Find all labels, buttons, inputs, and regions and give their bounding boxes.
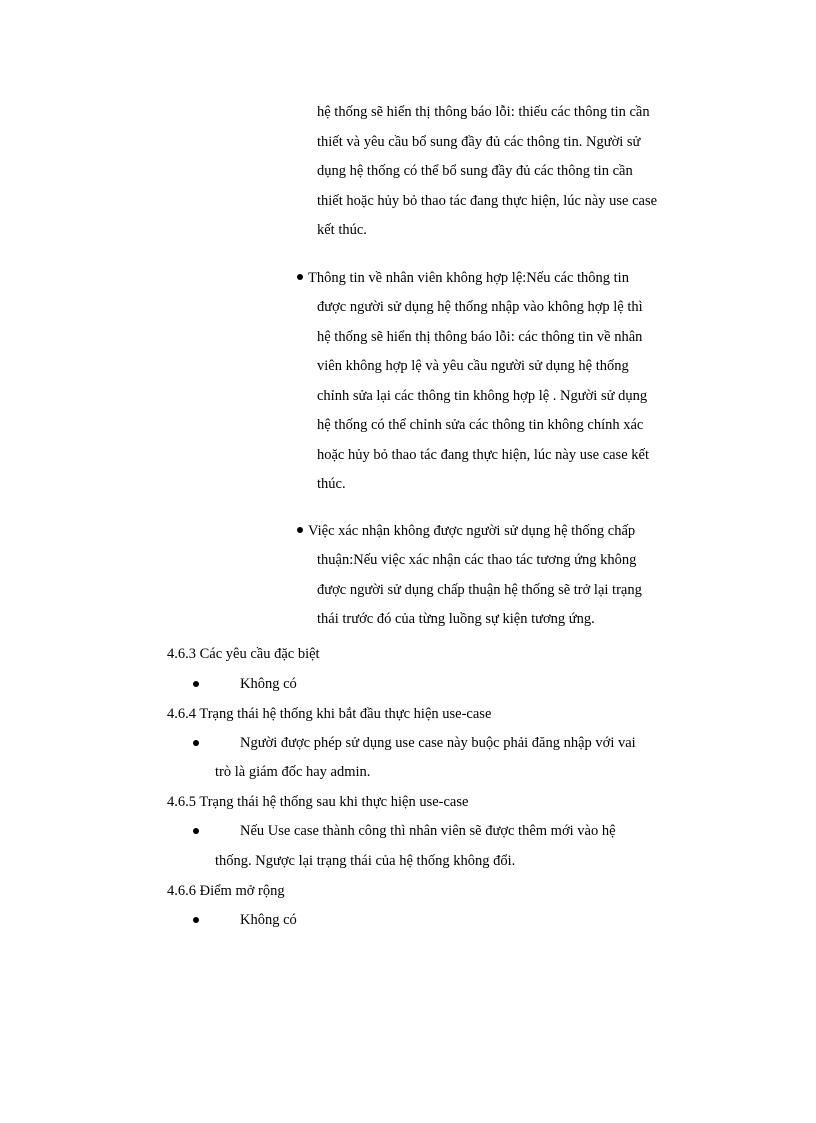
bullet-1-line-4: viên không hợp lệ và yêu cầu người sử dụng hệ thống: [317, 358, 629, 374]
bullet-1-line-3: hệ thống sẽ hiển thị thông báo lỗi: các thông tin về nhân: [317, 328, 643, 345]
continuation-paragraph: [317, 98, 695, 246]
bullet-1-dot: [297, 274, 303, 280]
heading-4-6-5: 4.6.5 Trạng thái hệ thống sau khi thực hiện use-case: [167, 794, 469, 810]
item-4-6-4-line-2: trò là giám đốc hay admin.: [215, 764, 371, 780]
bullet-1-body: [317, 293, 695, 500]
bullet-2-dot: [297, 527, 303, 533]
item-4-6-3-text: Không có: [240, 676, 297, 692]
bullet-1-line-5: chỉnh sửa lại các thông tin không hợp lệ . Người sử dụng: [317, 387, 648, 404]
bullet-2-body: [317, 546, 695, 635]
bullet-1-line-6: hệ thống có thể chỉnh sửa các thông tin không chính xác: [317, 417, 644, 433]
bullet-2-line-2: thuận:Nếu việc xác nhận các thao tác tương ứng không: [317, 552, 637, 568]
continuation-line-1: hệ thống sẽ hiển thị thông báo lỗi: thiếu các thông tin cần: [317, 104, 650, 120]
item-4-6-4-dot: [193, 740, 199, 746]
bullet-2-first-line: [308, 517, 695, 547]
heading-4-6-3: 4.6.3 Các yêu cầu đặc biệt: [167, 646, 320, 662]
bullet-1-first-text: Thông tin về nhân viên không hợp lệ:Nếu các thông tin: [308, 270, 629, 286]
heading-4-6-4: 4.6.4 Trạng thái hệ thống khi bắt đầu thực hiện use-case: [167, 706, 492, 722]
continuation-line-3: dụng hệ thống có thể bổ sung đầy đủ các thông tin cần: [317, 163, 633, 179]
item-4-6-6-dot: [193, 917, 199, 923]
item-4-6-5-dot: [193, 828, 199, 834]
bullet-1-line-7: hoặc hủy bỏ thao tác đang thực hiện, lúc này use case kết: [317, 446, 649, 463]
bullet-1-line-8: thúc.: [317, 476, 346, 492]
bullet-2-first-text: Việc xác nhận không được người sử dụng hệ thống chấp: [308, 523, 636, 539]
item-4-6-5-line-1: Nếu Use case thành công thì nhân viên sẽ được thêm mới vào hệ: [240, 823, 616, 839]
bullet-2-line-4: thái trước đó của từng luồng sự kiện tương ứng.: [317, 611, 595, 627]
continuation-line-4: thiết hoặc hủy bỏ thao tác đang thực hiện, lúc này use case: [317, 192, 658, 209]
continuation-line-2: thiết và yêu cầu bổ sung đầy đủ các thông tin. Người sử: [317, 133, 641, 150]
heading-4-6-6: 4.6.6 Điểm mở rộng: [167, 883, 285, 899]
item-4-6-3-dot: [193, 681, 199, 687]
bullet-2-line-3: được người sử dụng chấp thuận hệ thống sẽ trở lại trạng: [317, 581, 642, 598]
bullet-1-first-line: [308, 264, 695, 294]
item-4-6-5-line-2: thống. Ngược lại trạng thái của hệ thống không đổi.: [215, 853, 516, 869]
item-4-6-6-text: Không có: [240, 912, 297, 928]
continuation-line-5: kết thúc.: [317, 222, 367, 238]
bullet-1-line-2: được người sử dụng hệ thống nhập vào không hợp lệ thì: [317, 299, 643, 315]
item-4-6-4-line-1: Người được phép sử dụng use case này buộc phải đăng nhập với vai: [240, 735, 636, 751]
